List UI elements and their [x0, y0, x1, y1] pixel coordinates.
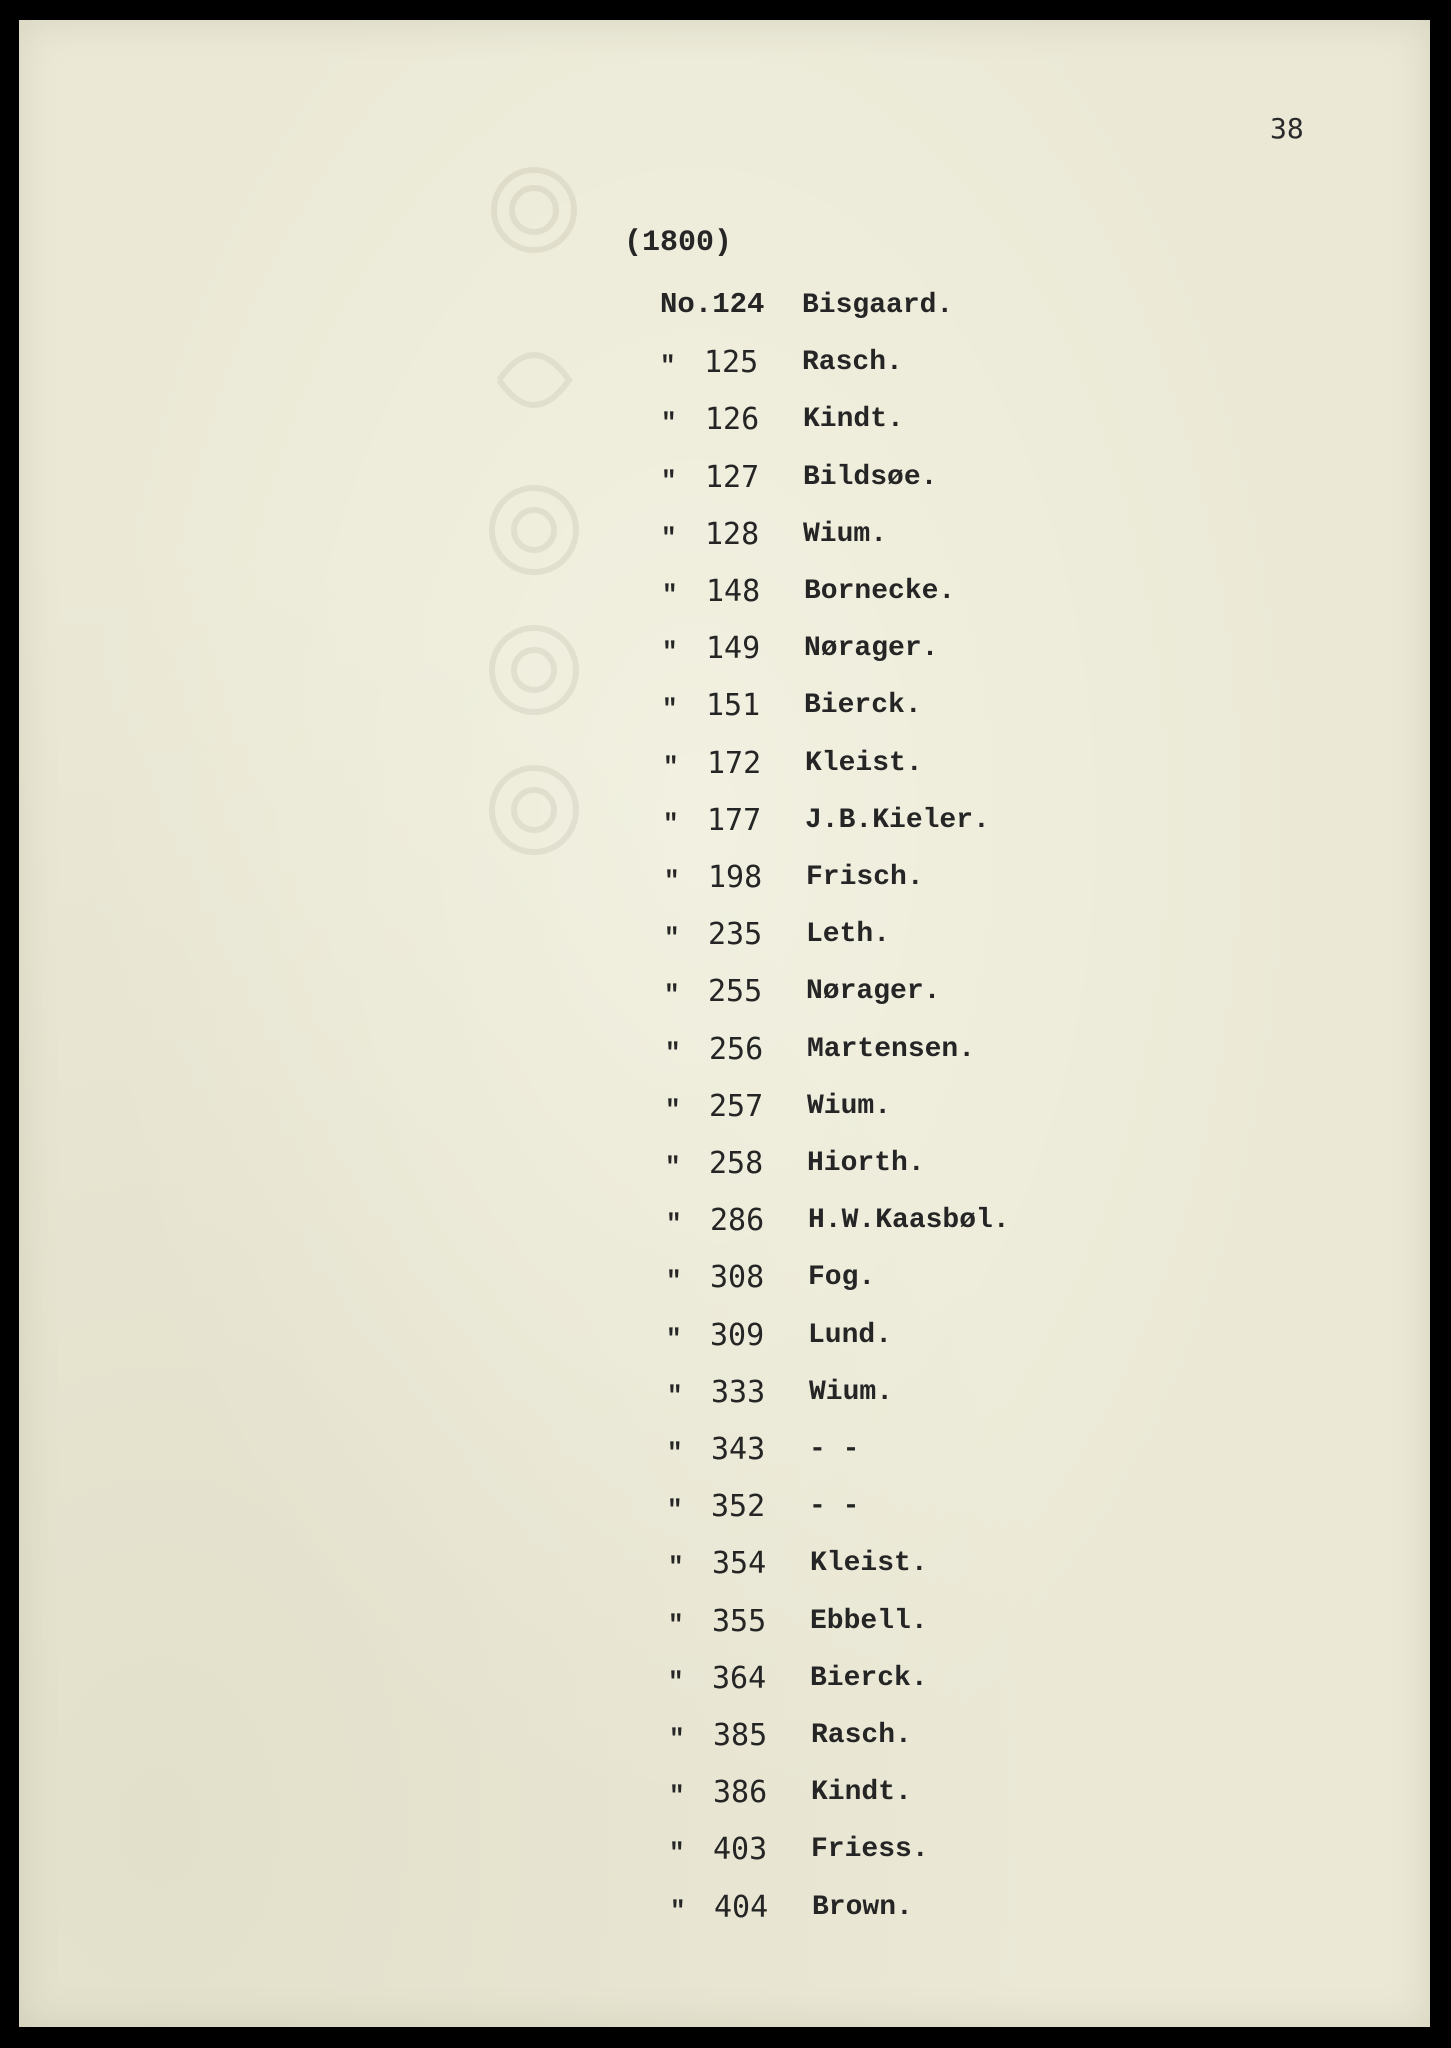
entry-name: - - — [809, 1491, 860, 1522]
entry-name: Wium. — [807, 1091, 892, 1122]
entry-name: Kindt. — [811, 1777, 912, 1808]
entry-number: 403 — [713, 1832, 768, 1867]
entry-number: 148 — [706, 574, 761, 609]
ditto-mark: " — [662, 580, 678, 610]
ditto-mark: " — [665, 1038, 681, 1068]
entry-name: Fog. — [808, 1262, 876, 1293]
entry-number: 255 — [708, 974, 763, 1009]
entry-number: 386 — [713, 1775, 768, 1810]
entry-number: 198 — [708, 860, 763, 895]
entry-name: - - — [809, 1434, 860, 1465]
entry-number: 352 — [711, 1489, 766, 1524]
entry-number: 151 — [706, 688, 761, 723]
entry-number: 256 — [709, 1032, 764, 1067]
entry-name: Nørager. — [806, 976, 941, 1007]
ditto-mark: " — [663, 752, 679, 782]
ditto-mark: " — [668, 1610, 684, 1640]
ditto-mark: " — [669, 1724, 685, 1754]
entry-name: Bierck. — [804, 690, 922, 721]
entry-name: Kindt. — [803, 404, 904, 435]
entry-number: 343 — [711, 1432, 766, 1467]
entry-name: Hiorth. — [807, 1148, 925, 1179]
ditto-mark: " — [660, 351, 676, 381]
ditto-mark: " — [670, 1896, 686, 1926]
ditto-mark: " — [666, 1324, 682, 1354]
ditto-mark: " — [665, 1095, 681, 1125]
entry-number: 127 — [705, 460, 760, 495]
entry-name: Bierck. — [810, 1663, 928, 1694]
entry-number: 149 — [706, 631, 761, 666]
entry-name: H.W.Kaasbøl. — [808, 1205, 1010, 1236]
ditto-mark: " — [666, 1209, 682, 1239]
ditto-mark: " — [667, 1495, 683, 1525]
year-heading: (1800) — [624, 226, 733, 260]
entry-number: 235 — [708, 917, 763, 952]
ditto-mark: " — [668, 1667, 684, 1697]
ditto-mark: " — [664, 980, 680, 1010]
entry-number: 364 — [712, 1661, 767, 1696]
entry-number: 286 — [710, 1203, 765, 1238]
entry-number: 258 — [709, 1146, 764, 1181]
entry-number: 257 — [709, 1089, 764, 1124]
ditto-mark: " — [661, 408, 677, 438]
ditto-mark: " — [666, 1266, 682, 1296]
entry-number: 308 — [710, 1260, 765, 1295]
ditto-mark: " — [668, 1552, 684, 1582]
entry-name: Kleist. — [805, 748, 923, 779]
entry-name: Wium. — [809, 1377, 894, 1408]
entry-number: 172 — [707, 746, 762, 781]
entry-number: 128 — [705, 517, 760, 552]
ditto-mark: " — [667, 1381, 683, 1411]
ditto-mark: " — [661, 466, 677, 496]
entry-number: 355 — [712, 1604, 767, 1639]
entry-name: J.B.Kieler. — [805, 805, 990, 836]
ditto-mark: " — [669, 1838, 685, 1868]
entry-name: Frisch. — [806, 862, 924, 893]
ditto-mark: " — [665, 1152, 681, 1182]
entry-number: 126 — [705, 402, 760, 437]
entry-name: Brown. — [812, 1892, 913, 1923]
ditto-mark: " — [664, 866, 680, 896]
ditto-mark: " — [662, 637, 678, 667]
ditto-mark: " — [661, 523, 677, 553]
entry-name: Ebbell. — [810, 1606, 928, 1637]
entry-name: Bornecke. — [804, 576, 956, 607]
page-number: 38 — [1270, 112, 1304, 145]
entry-number: 385 — [713, 1718, 768, 1753]
ditto-mark: " — [662, 694, 678, 724]
entry-name: Leth. — [806, 919, 891, 950]
entry-name: Wium. — [803, 519, 888, 550]
entry-number: 333 — [711, 1375, 766, 1410]
entry-name: Lund. — [808, 1320, 893, 1351]
entry-name: Rasch. — [802, 347, 903, 378]
entry-number: 404 — [714, 1890, 769, 1925]
entry-name: Kleist. — [810, 1548, 928, 1579]
entry-number: No.124 — [660, 288, 765, 321]
ditto-mark: " — [664, 923, 680, 953]
entry-name: Nørager. — [804, 633, 939, 664]
entry-name: Bisgaard. — [802, 290, 954, 321]
entry-name: Bildsøe. — [803, 462, 938, 493]
ditto-mark: " — [667, 1438, 683, 1468]
entry-number: 177 — [707, 803, 762, 838]
entry-number: 125 — [704, 345, 759, 380]
ditto-mark: " — [663, 809, 679, 839]
ditto-mark: " — [669, 1781, 685, 1811]
entry-name: Rasch. — [811, 1720, 912, 1751]
entry-name: Friess. — [811, 1834, 929, 1865]
entry-number: 309 — [710, 1318, 765, 1353]
entry-number: 354 — [712, 1546, 767, 1581]
entry-name: Martensen. — [807, 1034, 976, 1065]
